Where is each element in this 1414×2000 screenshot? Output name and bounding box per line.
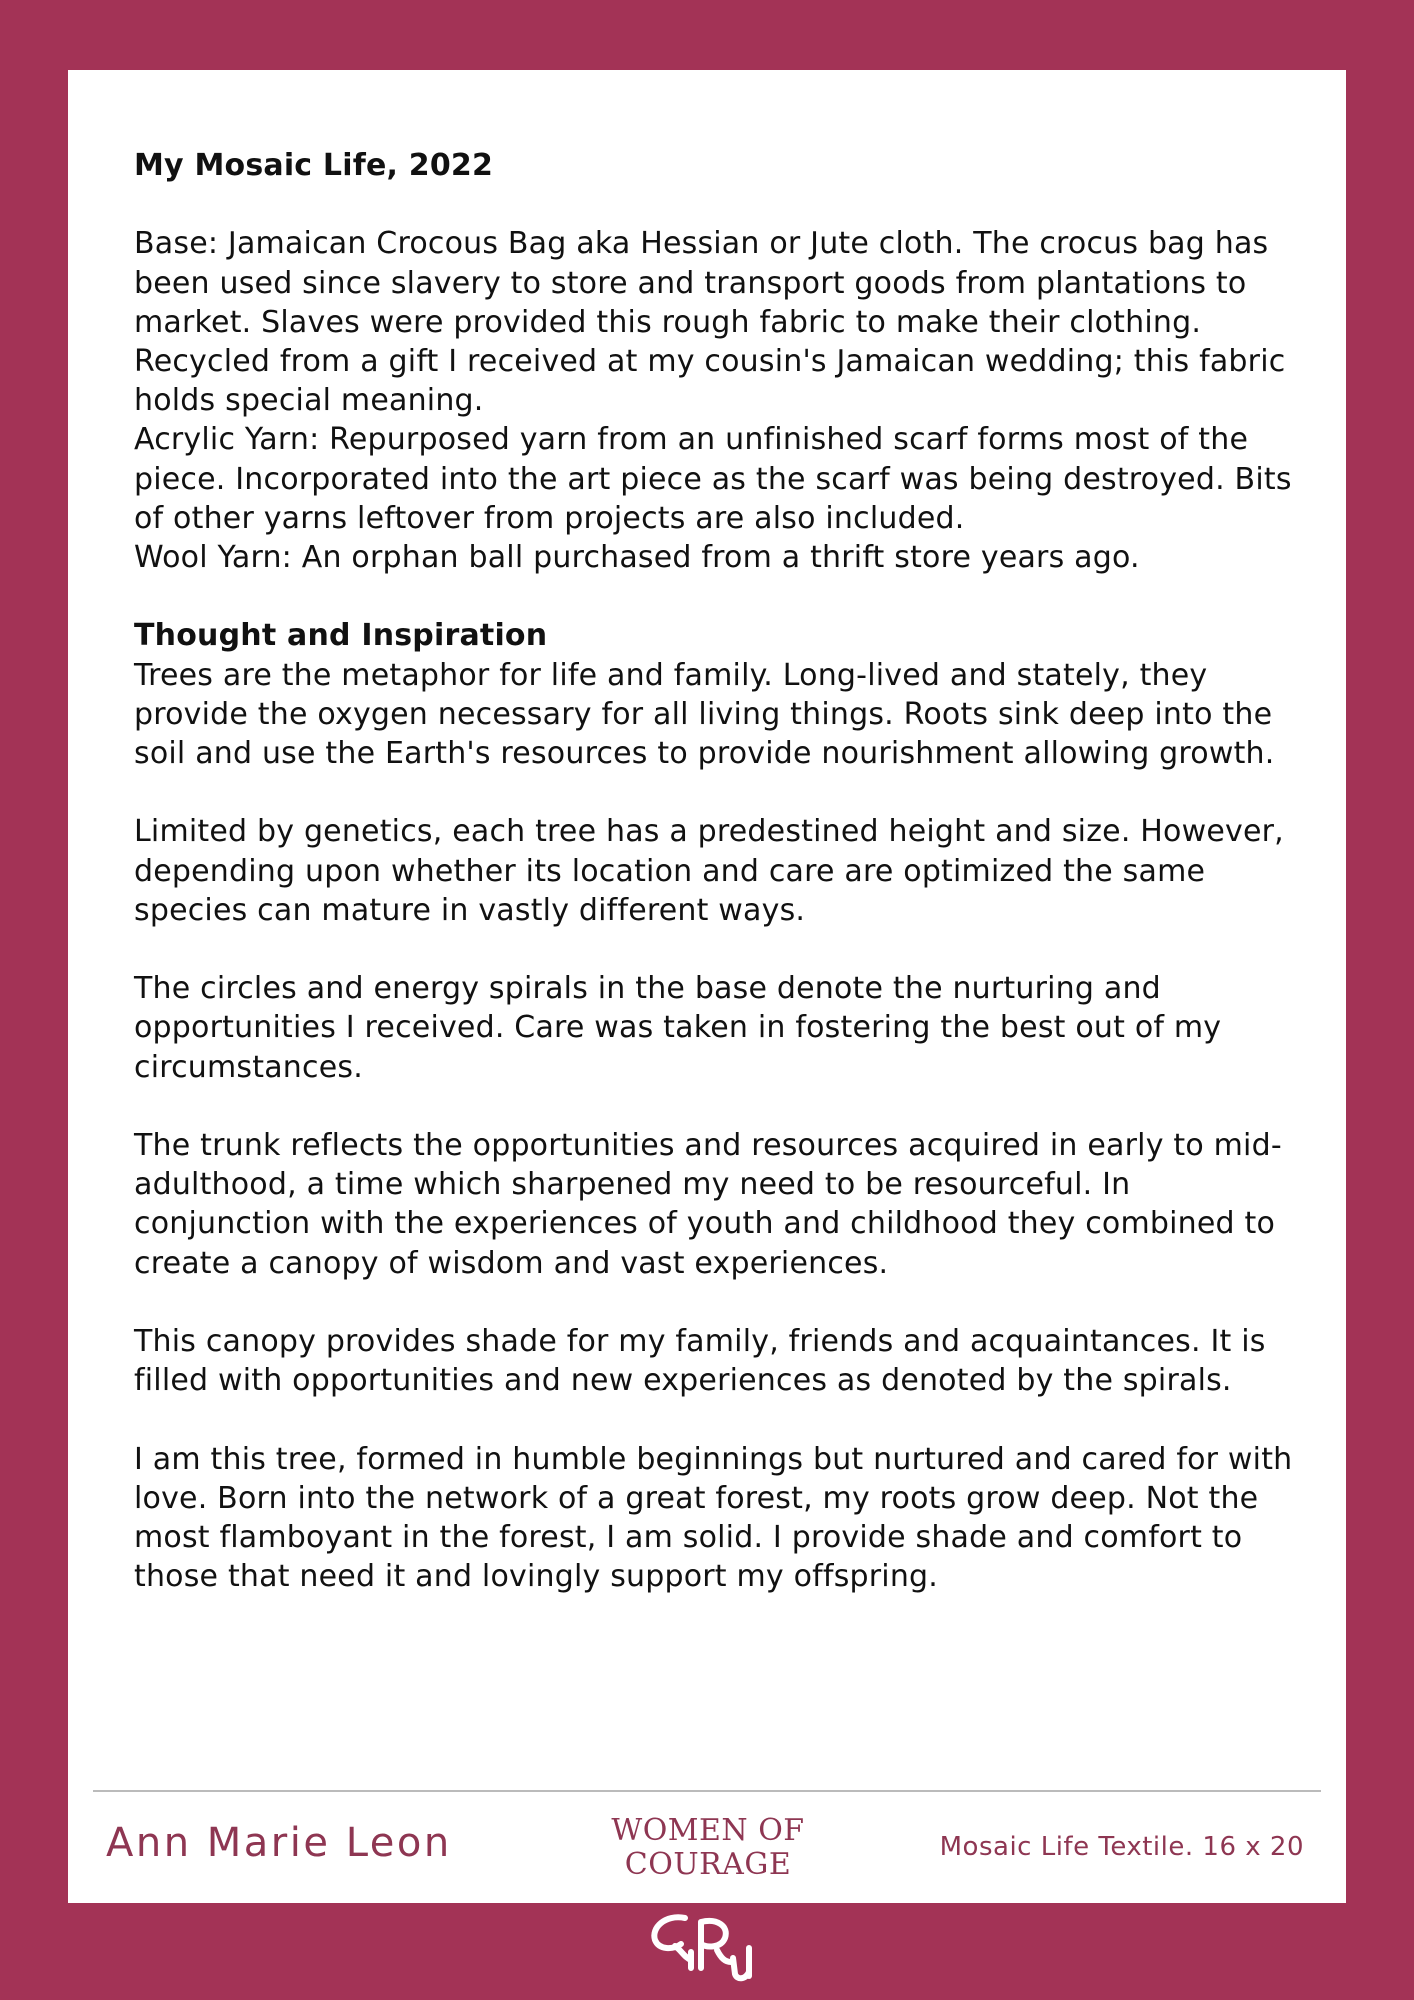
materials-base: Base: Jamaican Crocous Bag aka Hessian or Jute cloth. The crocus bag has been used since slavery to store and transport goods from plantations to market. Slaves were provided this rough fabric to make their clothing. Recycled from a gift I received at my cousin's Jamaican wedding; this fabric holds special meaning.	[134, 226, 1286, 419]
spacer	[134, 1087, 1294, 1126]
paragraph-trunk: The trunk reflects the opportunities and resources acquired in early to mid-adulthood, a time which sharpened my need to be resourceful. In conjunction with the experiences of youth and childhood they combined to create a canopy of wisdom and vast experiences.	[134, 1128, 1282, 1281]
paragraph-trees: Trees are the metaphor for life and family. Long-lived and stately, they provide the oxygen necessary for all living things. Roots sink deep into the soil and use the Earth's resources to provide nourishment allowing growth.	[134, 657, 1275, 772]
materials-wool: Wool Yarn: An orphan ball purchased from a thrift store years ago.	[134, 540, 1140, 576]
artwork-title: My Mosaic Life, 2022	[134, 148, 494, 183]
paragraph-i-am-this-tree: I am this tree, formed in humble beginnings but nurtured and cared for with love. Born into the network of a great forest, my roots grow deep. Not the most flamboyant in the forest, I am solid. I provide shade and comfort to those that need it and lovingly support my offspring.	[134, 1441, 1293, 1595]
spacer	[134, 773, 1294, 812]
artist-name: Ann Marie Leon	[106, 1820, 452, 1866]
logo-line-2: COURAGE	[624, 1847, 792, 1882]
materials-acrylic: Acrylic Yarn: Repurposed yarn from an unfinished scarf forms most of the piece. Incorporated into the art piece as the scarf was being destroyed. Bits of other yarns leftover from projects are also included.	[134, 422, 1292, 536]
logo-line-1: WOMEN OF	[611, 1813, 805, 1848]
section-heading: Thought and Inspiration	[134, 618, 548, 654]
label-card	[68, 70, 1346, 1903]
spacer	[134, 1283, 1294, 1322]
paragraph-circles: The circles and energy spirals in the base denote the nurturing and opportunities I received. Care was taken in fostering the best out of my circumstances.	[134, 971, 1222, 1085]
signature-logo-icon	[645, 1910, 767, 1986]
spacer	[134, 1400, 1294, 1439]
spacer	[134, 930, 1294, 969]
women-of-courage-logo	[588, 1814, 828, 1882]
article	[134, 146, 1294, 1596]
artwork-caption: Mosaic Life Textile. 16 x 20	[939, 1832, 1304, 1862]
spacer	[134, 185, 1294, 224]
paragraph-genetics: Limited by genetics, each tree has a predestined height and size. However, depending upon whether its location and care are optimized the same species can mature in vastly different ways.	[134, 814, 1284, 928]
footer-divider	[93, 1790, 1321, 1792]
paragraph-canopy: This canopy provides shade for my family, friends and acquaintances. It is filled with opportunities and new experiences as denoted by the spirals.	[134, 1324, 1266, 1399]
spacer	[134, 577, 1294, 616]
